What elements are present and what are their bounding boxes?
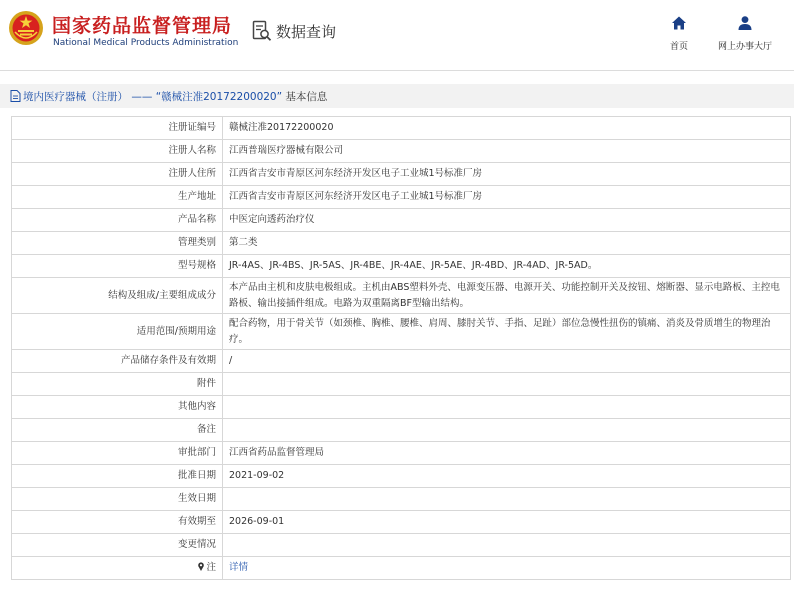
field-value: 配合药物，用于骨关节（如颈椎、胸椎、腰椎、肩周、膝肘关节、手指、足趾）部位急慢性扭伤的镇痛、消炎及骨质增生的物理治疗。	[223, 314, 791, 350]
field-value: 江西普瑞医疗器械有限公司	[223, 140, 791, 163]
table-row	[12, 278, 791, 314]
field-value: 第二类	[223, 232, 791, 255]
field-label: 注	[206, 562, 216, 573]
data-query-label: 数据查询	[276, 22, 337, 41]
nav-online-office[interactable]	[714, 15, 776, 53]
nav-online-office-label: 网上办事大厅	[717, 42, 772, 52]
table-row	[12, 232, 791, 255]
details-link[interactable]: 详情	[229, 562, 249, 573]
field-value: 本产品由主机和皮肤电极组成。主机由ABS塑料外壳、电源变压器、电源开关、功能控制开关及按钮、熔断器、显示电路板、主控电路板、输出接插件组成。电路为双重隔离BF型输出结构。	[223, 278, 791, 314]
field-label: 产品名称	[12, 209, 223, 232]
table-row	[12, 488, 791, 511]
org-name-en[interactable]: National Medical Products Administration	[53, 38, 239, 48]
field-label: 型号规格	[12, 255, 223, 278]
field-label: 备注	[12, 419, 223, 442]
field-label: 注册人名称	[12, 140, 223, 163]
field-value	[223, 396, 791, 419]
field-label: 注册证编号	[12, 117, 223, 140]
field-value	[223, 419, 791, 442]
table-row	[12, 186, 791, 209]
table-row	[12, 314, 791, 350]
table-row	[12, 557, 791, 580]
field-label: 生效日期	[12, 488, 223, 511]
table-row	[12, 396, 791, 419]
table-row	[12, 373, 791, 396]
field-label: 变更情况	[12, 534, 223, 557]
field-value	[223, 488, 791, 511]
user-icon	[737, 15, 753, 31]
field-value: 江西省吉安市青原区河东经济开发区电子工业城1号标准厂房	[223, 186, 791, 209]
field-label: 注册人住所	[12, 163, 223, 186]
field-label: 审批部门	[12, 442, 223, 465]
nav-home[interactable]	[666, 15, 692, 53]
field-value: 2021-09-02	[223, 465, 791, 488]
breadcrumb-suffix: 基本信息	[285, 90, 328, 103]
site-header	[0, 0, 794, 62]
field-value: 江西省药品监督管理局	[223, 442, 791, 465]
table-row	[12, 209, 791, 232]
field-value: 中医定向透药治疗仪	[223, 209, 791, 232]
field-value: 江西省吉安市青原区河东经济开发区电子工业城1号标准厂房	[223, 163, 791, 186]
table-row	[12, 419, 791, 442]
breadcrumb-category[interactable]: 境内医疗器械（注册）	[23, 90, 128, 103]
field-value	[223, 373, 791, 396]
field-value-cell	[223, 557, 791, 580]
field-value: 2026-09-01	[223, 511, 791, 534]
field-label: 结构及组成/主要组成成分	[12, 278, 223, 314]
pin-icon	[197, 562, 205, 571]
table-row	[12, 255, 791, 278]
field-value: /	[223, 350, 791, 373]
table-row	[12, 511, 791, 534]
field-label: 适用范围/预期用途	[12, 314, 223, 350]
table-row	[12, 350, 791, 373]
table-row	[12, 534, 791, 557]
field-label: 产品储存条件及有效期	[12, 350, 223, 373]
note-label-cell	[12, 557, 223, 580]
header-divider	[0, 70, 794, 71]
document-icon	[10, 90, 21, 102]
magnifier-document-icon	[252, 20, 272, 42]
home-icon	[671, 15, 687, 31]
table-row	[12, 465, 791, 488]
emblem-logo[interactable]	[8, 10, 44, 46]
field-label: 批准日期	[12, 465, 223, 488]
org-name-cn[interactable]: 国家药品监督管理局	[52, 15, 233, 37]
field-label: 管理类别	[12, 232, 223, 255]
table-row	[12, 140, 791, 163]
breadcrumb-separator: ——	[131, 90, 153, 103]
nav-home-label: 首页	[669, 42, 688, 52]
table-row	[12, 163, 791, 186]
field-value	[223, 534, 791, 557]
table-row	[12, 442, 791, 465]
field-label: 生产地址	[12, 186, 223, 209]
breadcrumb-record: “赣械注准20172200020”	[155, 90, 283, 103]
field-value: 赣械注准20172200020	[223, 117, 791, 140]
field-label: 有效期至	[12, 511, 223, 534]
field-value: JR-4AS、JR-4BS、JR-5AS、JR-4BE、JR-4AE、JR-5AE、JR-4BD、JR-4AD、JR-5AD。	[223, 255, 791, 278]
detail-table	[11, 116, 791, 580]
breadcrumb	[0, 84, 794, 108]
field-label: 附件	[12, 373, 223, 396]
field-label: 其他内容	[12, 396, 223, 419]
table-row	[12, 117, 791, 140]
data-query-link[interactable]	[252, 20, 336, 42]
